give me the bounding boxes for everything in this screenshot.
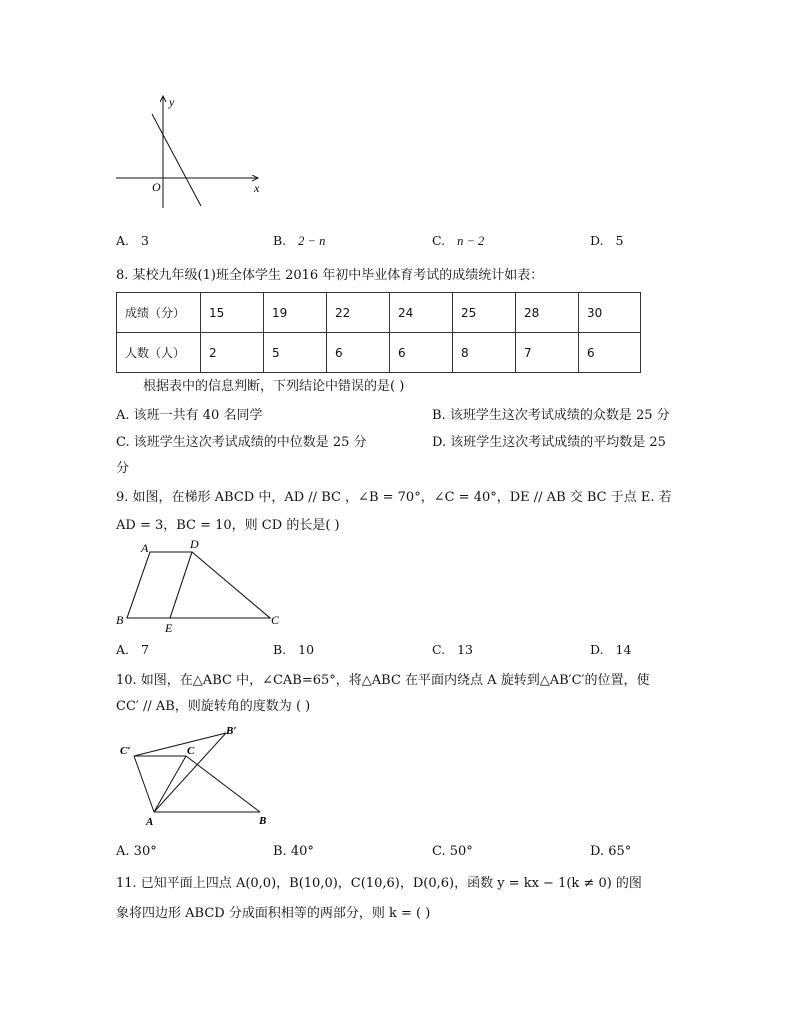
label-d: D [190, 537, 199, 551]
option-text: 13 [457, 642, 473, 657]
option-letter: D. [590, 233, 604, 248]
q7-option-b[interactable] [273, 233, 325, 249]
option-letter: C. [432, 844, 446, 859]
option-text: n − 2 [457, 234, 485, 248]
x-axis-label: x [254, 181, 260, 195]
option-text: 5 [615, 233, 624, 248]
option-letter: D. [590, 844, 605, 859]
table-row [117, 333, 641, 373]
q9-stem-line2: AD = 3，BC = 10，则 CD 的长是( ) [116, 518, 340, 533]
trapezoid-abcd [127, 552, 270, 618]
q8-option-d[interactable]: D. 该班学生这次考试成绩的平均数是 25 [432, 435, 666, 450]
origin-label: O [152, 180, 161, 194]
q11-stem-line1: 11. 已知平面上四点 A(0,0)，B(10,0)，C(10,6)，D(0,6)，函数 y = kx − 1(k ≠ 0) 的图 [116, 876, 642, 891]
segment-acp [134, 756, 154, 812]
option-text: 7 [141, 642, 149, 657]
option-text: 14 [615, 642, 632, 657]
q8-option-b[interactable]: B. 该班学生这次考试成绩的众数是 25 分 [432, 408, 670, 423]
option-text: 65° [608, 844, 632, 859]
q7-option-a[interactable] [116, 233, 149, 248]
label-c: C [187, 745, 195, 757]
q9-option-d[interactable] [590, 642, 631, 657]
table-cell: 2 [201, 333, 264, 373]
table-cell: 6 [327, 333, 390, 373]
option-text: 30° [133, 844, 157, 859]
q11-stem-line2: 象将四边形 ABCD 分成面积相等的两部分，则 k = ( ) [116, 906, 431, 921]
q8-prompt: 根据表中的信息判断，下列结论中错误的是( ) [143, 379, 405, 394]
y-axis-label: y [169, 95, 175, 109]
table-cell: 30 [579, 293, 641, 333]
q10-option-b[interactable] [273, 844, 314, 859]
option-letter: B. [273, 844, 287, 859]
q10-option-a[interactable] [116, 844, 157, 859]
q7-line-graph [110, 92, 270, 212]
table-header-cell: 成绩（分） [117, 293, 201, 333]
table-cell: 28 [516, 293, 579, 333]
label-b: B [259, 815, 267, 827]
option-letter: A. [116, 233, 130, 248]
option-text: 2 − n [298, 234, 326, 248]
option-letter: D. [590, 642, 604, 657]
label-c: C [271, 613, 280, 627]
q10-option-d[interactable] [590, 844, 631, 859]
segment-de [170, 552, 192, 618]
label-a: A [141, 541, 149, 555]
table-cell: 8 [453, 333, 516, 373]
option-letter: A. [116, 844, 130, 859]
q9-trapezoid-figure [110, 536, 290, 636]
option-text: 3 [141, 233, 149, 248]
table-cell: 6 [390, 333, 453, 373]
q9-option-a[interactable] [116, 642, 149, 657]
q9-option-c[interactable] [432, 642, 473, 657]
table-header-cell: 人数（人） [117, 333, 201, 373]
label-a: A [146, 816, 154, 828]
table-cell: 19 [264, 293, 327, 333]
option-text: 10 [298, 642, 315, 657]
option-text: 50° [449, 844, 473, 859]
table-cell: 5 [264, 333, 327, 373]
option-letter: C. [432, 233, 446, 248]
q10-stem-line2: CC′ // AB，则旋转角的度数为 ( ) [116, 699, 311, 714]
q10-stem-line1: 10. 如图，在△ABC 中，∠CAB=65°，将△ABC 在平面内绕点 A 旋转到△AB′C′的位置，使 [116, 673, 650, 688]
segment-cpbp [134, 733, 226, 756]
q9-option-b[interactable] [273, 642, 314, 657]
table-cell: 22 [327, 293, 390, 333]
q7-option-d[interactable] [590, 233, 624, 248]
segment-ac [154, 756, 186, 812]
q10-rotation-figure [110, 720, 290, 832]
label-e: E [165, 621, 173, 635]
segment-cb [186, 756, 260, 812]
table-row [117, 293, 641, 333]
table-cell: 24 [390, 293, 453, 333]
score-table [116, 292, 641, 373]
option-letter: B. [273, 233, 287, 248]
label-b: B [116, 613, 124, 627]
option-text: 40° [290, 844, 314, 859]
table-cell: 6 [579, 333, 641, 373]
option-letter: C. [432, 642, 446, 657]
option-letter: B. [273, 642, 287, 657]
q8-stem: 8. 某校九年级(1)班全体学生 2016 年初中毕业体育考试的成绩统计如表： [116, 268, 544, 283]
q9-stem-line1: 9. 如图，在梯形 ABCD 中，AD // BC ，∠B = 70°，∠C = 40°，DE // AB 交 BC 于点 E. 若 [116, 490, 672, 505]
table-cell: 7 [516, 333, 579, 373]
q8-option-a[interactable]: A. 该班一共有 40 名同学 [116, 408, 263, 423]
q10-option-c[interactable] [432, 844, 473, 859]
table-cell: 25 [453, 293, 516, 333]
label-c-prime: C′ [120, 745, 131, 757]
q8-option-d-continuation: 分 [116, 461, 130, 476]
option-letter: A. [116, 642, 130, 657]
q8-option-c[interactable]: C. 该班学生这次考试成绩的中位数是 25 分 [116, 435, 367, 450]
q7-option-c[interactable] [432, 233, 484, 249]
label-b-prime: B′ [226, 725, 237, 737]
table-cell: 15 [201, 293, 264, 333]
